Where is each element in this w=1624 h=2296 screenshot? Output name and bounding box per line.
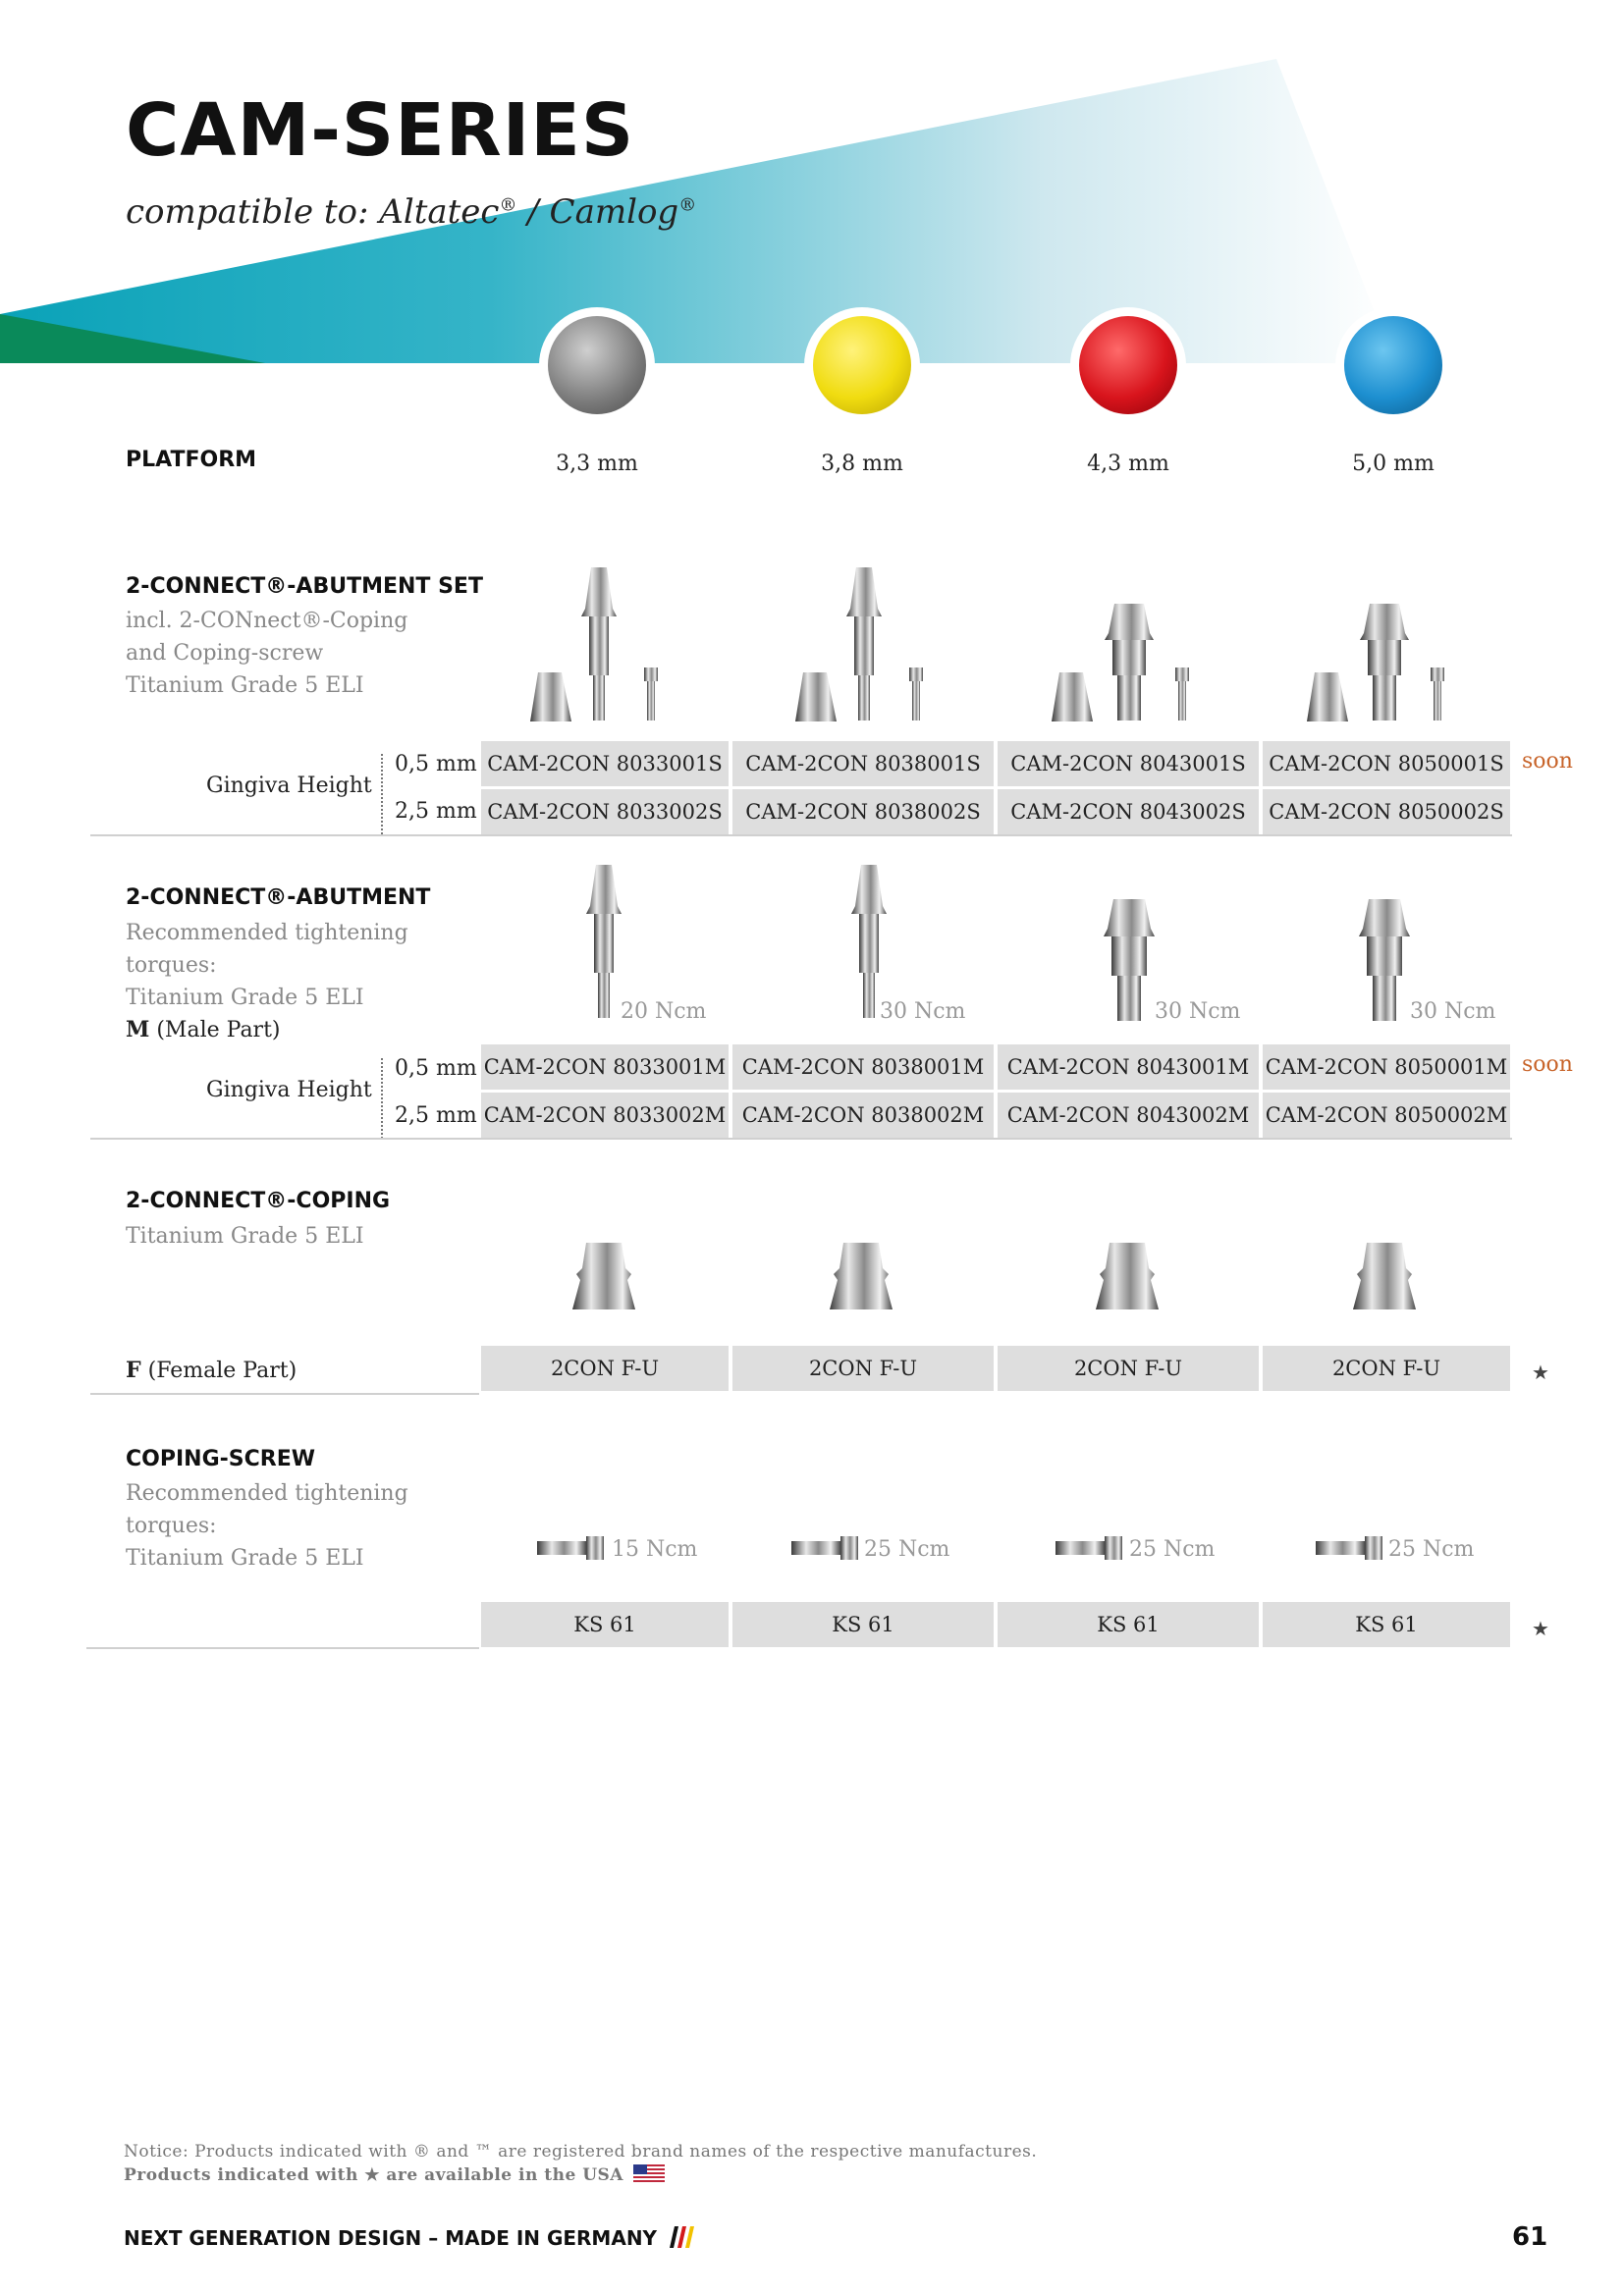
article-number: CAM-2CON 8043001S: [998, 741, 1259, 786]
abutment-set-desc: incl. 2-CONnect®-Coping and Coping-screw Titanium Grade 5 ELI: [126, 609, 408, 698]
platform-icon-5-0: [1335, 307, 1451, 423]
torque-value: 30 Ncm: [1410, 999, 1496, 1024]
screw-image: [1314, 1533, 1384, 1563]
coping-screw-title: COPING-SCREW: [126, 1447, 315, 1471]
gingiva-height-value: 0,5 mm: [395, 1056, 477, 1081]
article-number: CAM-2CON 8038001M: [732, 1044, 994, 1090]
platform-icon-4-3: [1070, 307, 1186, 423]
gingiva-height-value: 0,5 mm: [395, 752, 477, 776]
torque-value: 20 Ncm: [621, 999, 707, 1024]
article-number: 2CON F-U: [481, 1346, 729, 1391]
article-number: 2CON F-U: [998, 1346, 1259, 1391]
gingiva-bracket: [381, 1058, 383, 1139]
article-number: CAM-2CON 8050001M: [1263, 1044, 1510, 1090]
abutment-set-image: [785, 560, 943, 726]
page-subtitle: compatible to: Altatec® / Camlog®: [126, 192, 697, 232]
page-title: CAM-SERIES: [126, 88, 635, 173]
abutment-set-image: [1046, 589, 1213, 726]
footer-tagline: NEXT GENERATION DESIGN – MADE IN GERMANY: [124, 2226, 695, 2250]
article-number: CAM-2CON 8043002M: [998, 1093, 1259, 1138]
torque-value: 30 Ncm: [880, 999, 966, 1024]
soon-note: soon: [1522, 1052, 1573, 1077]
section-divider: [86, 1647, 479, 1649]
usa-star-icon: ★: [1532, 1617, 1549, 1640]
torque-value: 25 Ncm: [1129, 1537, 1216, 1562]
article-number: CAM-2CON 8033001S: [481, 741, 729, 786]
section-divider: [90, 1138, 1512, 1140]
coping-image: [1088, 1239, 1166, 1313]
coping-desc: Titanium Grade 5 ELI: [126, 1224, 364, 1249]
gingiva-height-value: 2,5 mm: [395, 799, 477, 824]
platform-size: 4,3 mm: [1087, 452, 1169, 476]
coping-screw-desc: Recommended tightening torques: Titanium Grade 5 ELI: [126, 1481, 408, 1571]
torque-value: 15 Ncm: [612, 1537, 698, 1562]
usa-flag-icon: [633, 2164, 665, 2184]
abutment-set-image: [1301, 589, 1468, 726]
footer-usa-note: Products indicated with ★ are available in the USA: [124, 2164, 665, 2185]
article-number: KS 61: [1263, 1602, 1510, 1647]
article-number: CAM-2CON 8050002S: [1263, 789, 1510, 834]
coping-image: [1345, 1239, 1424, 1313]
article-number: CAM-2CON 8038001S: [732, 741, 994, 786]
male-part-label: M (Male Part): [126, 1017, 281, 1042]
article-number: CAM-2CON 8043002S: [998, 789, 1259, 834]
platform-size: 5,0 mm: [1352, 452, 1435, 476]
article-number: CAM-2CON 8043001M: [998, 1044, 1259, 1090]
article-number: CAM-2CON 8050002M: [1263, 1093, 1510, 1138]
article-number: CAM-2CON 8033001M: [481, 1044, 729, 1090]
article-number: KS 61: [732, 1602, 994, 1647]
torque-value: 30 Ncm: [1155, 999, 1241, 1024]
gingiva-height-label: Gingiva Height: [206, 774, 372, 798]
screw-image: [789, 1533, 860, 1563]
platform-icon-3-3: [539, 307, 655, 423]
gingiva-bracket: [381, 754, 383, 834]
soon-note: soon: [1522, 749, 1573, 774]
gingiva-height-label: Gingiva Height: [206, 1078, 372, 1102]
usa-star-icon: ★: [1532, 1361, 1549, 1384]
article-number: CAM-2CON 8033002M: [481, 1093, 729, 1138]
article-number: CAM-2CON 8033002S: [481, 789, 729, 834]
platform-size: 3,3 mm: [556, 452, 638, 476]
section-divider: [90, 1393, 479, 1395]
article-number: 2CON F-U: [1263, 1346, 1510, 1391]
page-number: 61: [1512, 2222, 1548, 2252]
german-flag-stripes-icon: [670, 2226, 695, 2248]
article-number: 2CON F-U: [732, 1346, 994, 1391]
screw-image: [535, 1533, 606, 1563]
article-number: CAM-2CON 8038002M: [732, 1093, 994, 1138]
platform-icon-3-8: [804, 307, 920, 423]
torque-value: 25 Ncm: [1388, 1537, 1475, 1562]
article-number: KS 61: [481, 1602, 729, 1647]
section-divider: [90, 834, 1512, 836]
coping-image: [565, 1239, 643, 1313]
platform-size: 3,8 mm: [821, 452, 903, 476]
platform-label: PLATFORM: [126, 448, 257, 472]
abutment-set-image: [520, 560, 677, 726]
abutment-desc: Recommended tightening torques: Titanium Grade 5 ELI: [126, 921, 408, 1010]
footer-notice: Notice: Products indicated with ® and ™ are registered brand names of the respective manufactures.: [124, 2142, 1038, 2162]
article-number: CAM-2CON 8050001S: [1263, 741, 1510, 786]
coping-title: 2-CONNECT®-COPING: [126, 1189, 391, 1213]
screw-image: [1054, 1533, 1124, 1563]
torque-value: 25 Ncm: [864, 1537, 950, 1562]
female-part-label: F (Female Part): [126, 1358, 298, 1383]
article-number: CAM-2CON 8038002S: [732, 789, 994, 834]
abutment-title: 2-CONNECT®-ABUTMENT: [126, 885, 431, 910]
article-number: KS 61: [998, 1602, 1259, 1647]
coping-image: [822, 1239, 900, 1313]
abutment-set-title: 2-CONNECT®-ABUTMENT SET: [126, 574, 483, 599]
gingiva-height-value: 2,5 mm: [395, 1103, 477, 1128]
